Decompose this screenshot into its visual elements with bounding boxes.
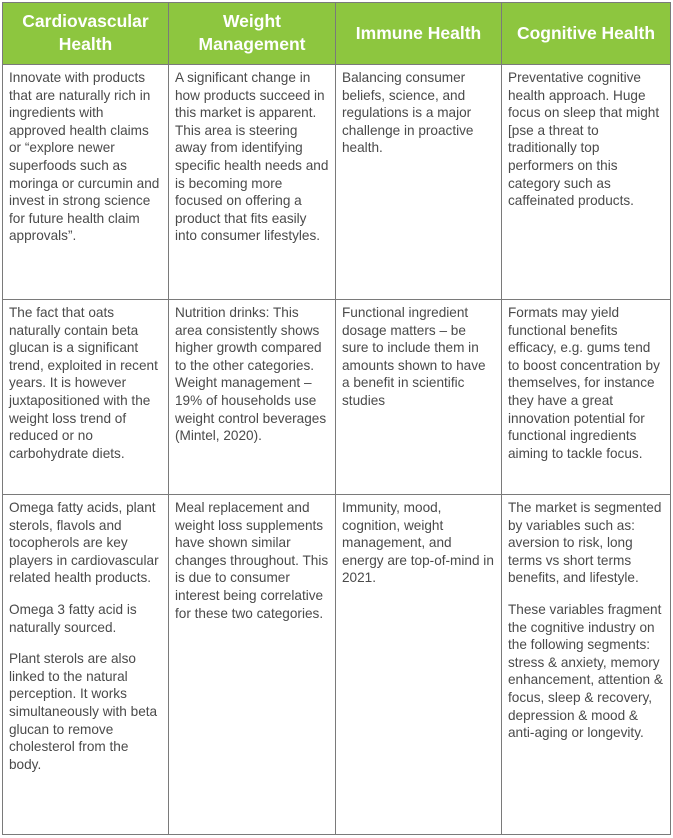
health-categories-table (2, 2, 671, 835)
header-row (3, 3, 671, 65)
table-cell (169, 65, 336, 300)
header-immune-health: Immune Health (336, 3, 502, 65)
cell-paragraph: Immunity, mood, cognition, weight management, and energy are top-of-mind in 2021. (342, 500, 494, 586)
cell-paragraph: Innovate with products that are naturally rich in ingredients with approved health claims or “explore newer superfoods such as moringa or curcumin and invest in strong science for future health claim approvals”. (9, 70, 160, 244)
table-cell (3, 65, 169, 300)
cell-paragraph: Preventative cognitive health approach. Huge focus on sleep that might [pse a threat to traditionally top performers on this category such as caffeinated products. (508, 70, 660, 209)
table-row (3, 495, 671, 835)
table-cell (336, 65, 502, 300)
cell-paragraph: Formats may yield functional benefits efficacy, e.g. gums tend to boost concentration by themselves, for instance they have a great innovation potential for functional ingredients aiming to tackle focus. (508, 305, 660, 461)
table-cell (502, 300, 671, 495)
table-cell (169, 495, 336, 835)
cell-paragraph: Plant sterols are also linked to the natural perception. It works simultaneously with beta glucan to remove cholesterol from the body. (9, 651, 158, 772)
cell-paragraph: The market is segmented by variables such as: aversion to risk, long terms vs short terms benefits, and lifestyle. (508, 500, 662, 586)
cell-paragraph: Functional ingredient dosage matters – be sure to include them in amounts shown to have a benefit in scientific studies (342, 305, 486, 408)
header-cardiovascular-health: Cardiovascular Health (3, 3, 169, 65)
cell-paragraph: Meal replacement and weight loss supplements have shown similar changes throughout. This is due to consumer interest being correlative for these two categories. (175, 500, 329, 621)
table-cell (336, 300, 502, 495)
table-row (3, 300, 671, 495)
cell-paragraph: Balancing consumer beliefs, science, and regulations is a major challenge in proactive health. (342, 70, 474, 156)
cell-paragraph: Omega 3 fatty acid is naturally sourced. (9, 601, 137, 635)
cell-paragraph: Nutrition drinks: This area consistently shows higher growth compared to the other categories. Weight management – 19% of households use weight control beverages (Mintel, 2020). (175, 305, 327, 444)
table-cell (3, 300, 169, 495)
table-cell (502, 495, 671, 835)
table-cell (336, 495, 502, 835)
cell-paragraph: These variables fragment the cognitive industry on the following segments: stress & anxiety, memory enhancement, attention & focus, sleep & recovery, depression & mood & anti-aging or longevity. (508, 601, 663, 741)
table-cell (169, 300, 336, 495)
table-cell (502, 65, 671, 300)
table-cell (3, 495, 169, 835)
header-cognitive-health: Cognitive Health (502, 3, 671, 65)
header-weight-management: Weight Management (169, 3, 336, 65)
cell-paragraph: The fact that oats naturally contain beta glucan is a significant trend, exploited in recent years. It is however juxtapositioned with the weight loss trend of reduced or no carbohydrate diets. (9, 305, 158, 461)
table-row (3, 65, 671, 300)
cell-paragraph: Omega fatty acids, plant sterols, flavols and tocopherols are key players in cardiovascular related health products. (9, 500, 159, 586)
cell-paragraph: A significant change in how products succeed in this market is apparent. This area is steering away from identifying specific health needs and is becoming more focused on offering a product that fits easily into consumer lifestyles. (175, 70, 329, 244)
